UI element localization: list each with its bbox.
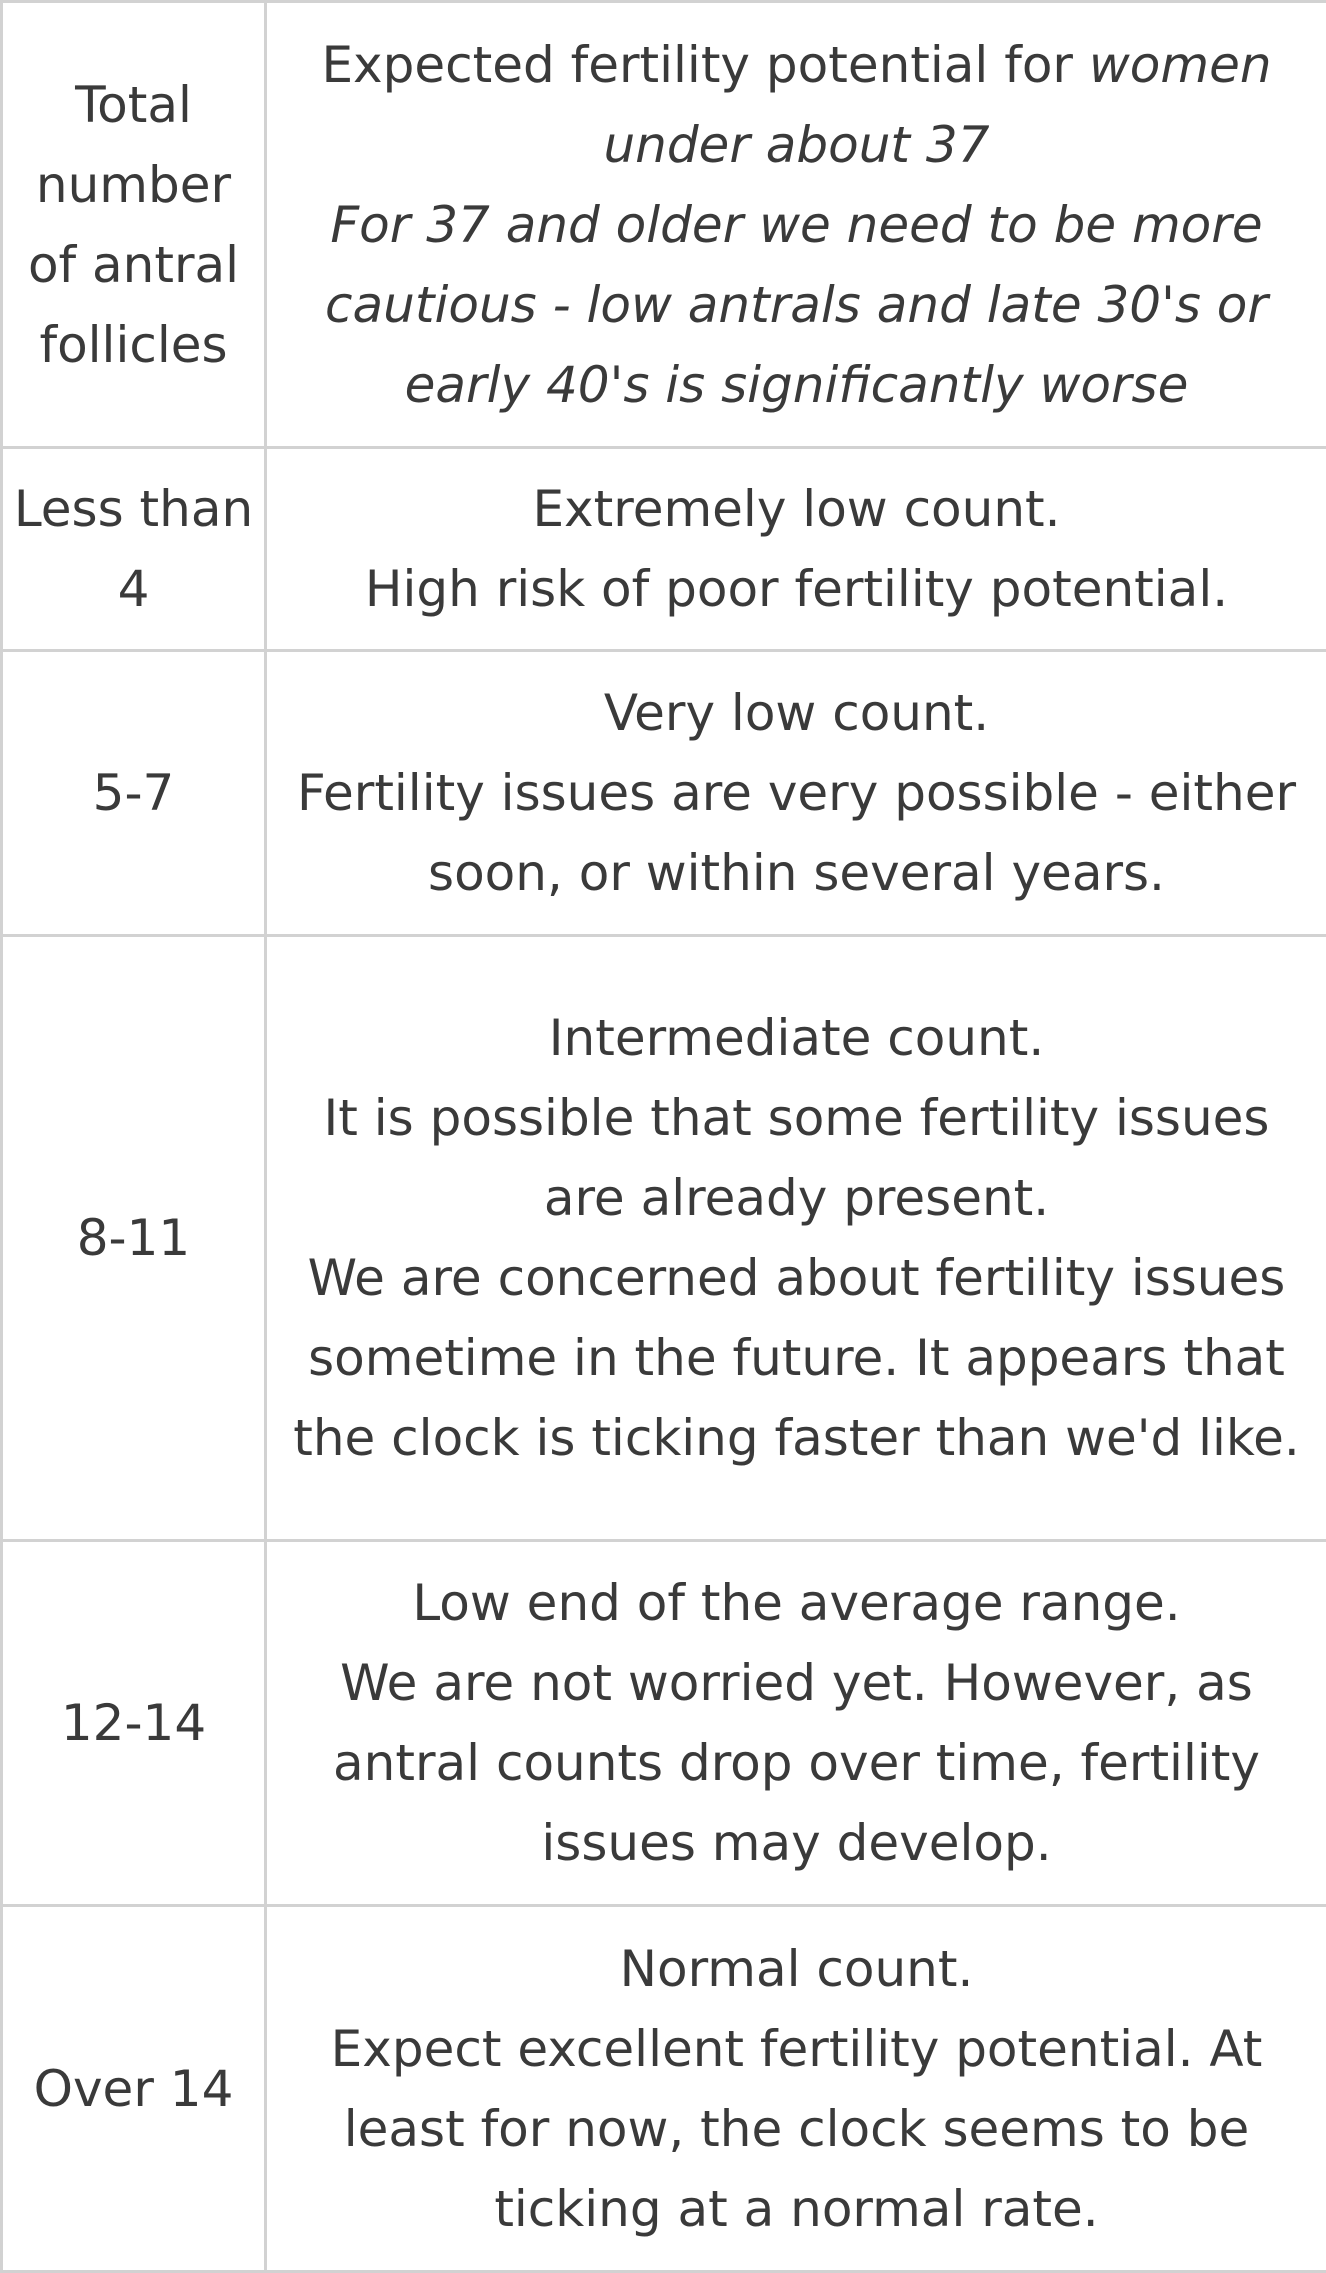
potential-line: Expect excellent fertility potential. At least for now, the clock seems to be ticking at a normal rate. [281,2009,1312,2249]
count-cell [2,448,266,651]
potential-cell [266,1541,1326,1906]
potential-line: Intermediate count. [281,998,1312,1078]
header-potential-title [281,25,1312,185]
table-row [2,1906,1326,2272]
header-potential-note: For 37 and older we need to be more cautious - low antrals and late 30's or early 40's is significantly worse [281,185,1312,425]
potential-cell [266,936,1326,1541]
table-row [2,448,1326,651]
potential-line: Low end of the average range. [281,1563,1312,1643]
count-value: 8-11 [77,1209,190,1267]
table-row [2,651,1326,936]
header-count-cell [2,2,266,448]
potential-line: Very low count. [281,673,1312,753]
table-row [2,936,1326,1541]
potential-cell [266,448,1326,651]
potential-line: It is possible that some fertility issues are already present. [281,1078,1312,1238]
header-row [2,2,1326,448]
potential-line: We are not worried yet. However, as antral counts drop over time, fertility issues may develop. [281,1643,1312,1883]
potential-cell [266,1906,1326,2272]
header-count-label: Total number of antral follicles [28,76,239,374]
header-potential-cell [266,2,1326,448]
header-potential-lead: Expected fertility potential for [321,36,1088,94]
potential-line: Fertility issues are very possible - either soon, or within several years. [281,753,1312,913]
potential-line: Extremely low count. [281,469,1312,549]
count-cell [2,651,266,936]
potential-line: High risk of poor fertility potential. [281,549,1312,629]
count-value: Over 14 [34,2060,234,2118]
potential-line: Normal count. [281,1929,1312,2009]
count-cell [2,1541,266,1906]
potential-cell [266,651,1326,936]
count-value: 12-14 [61,1694,206,1752]
count-value: 5-7 [93,764,175,822]
count-cell [2,936,266,1541]
table-row [2,1541,1326,1906]
count-value: Less than 4 [14,480,253,618]
header-potential-emphasis: women under about 37 [603,36,1271,174]
count-cell [2,1906,266,2272]
potential-line: We are concerned about fertility issues sometime in the future. It appears that the clock is ticking faster than we'd like. [281,1238,1312,1478]
